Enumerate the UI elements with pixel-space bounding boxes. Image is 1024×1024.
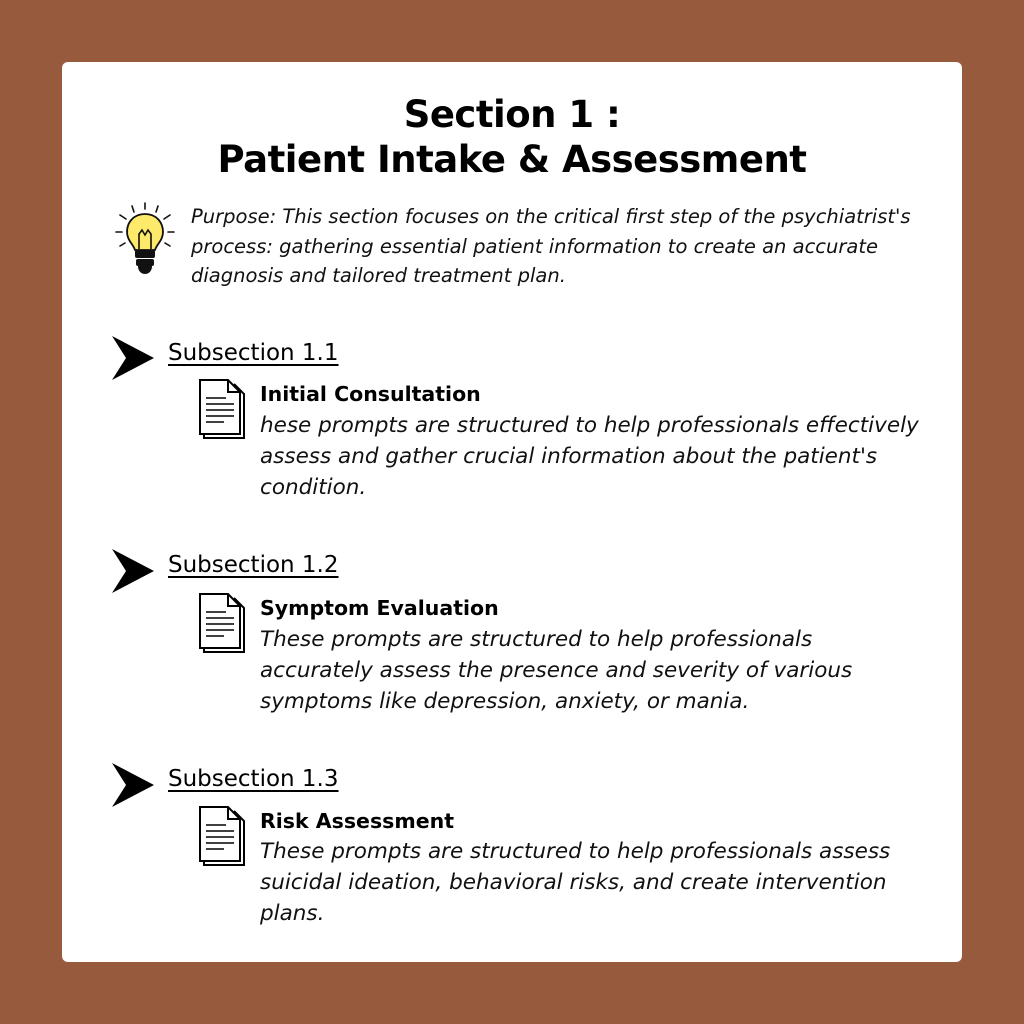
document-icon	[198, 378, 246, 440]
subsection-label-1: Subsection 1.1	[168, 340, 339, 366]
title-line-1: Section 1 :	[403, 93, 621, 136]
page-title	[62, 92, 962, 182]
subsection-description-1: hese prompts are structured to help professionals effectively assess and gather crucial information about the patient's condition.	[260, 413, 919, 500]
purpose-text: Purpose: This section focuses on the critical first step of the psychiatrist's process: gathering essential patient information to create an accurate diagnosis and tailored treatment plan.	[191, 205, 911, 287]
document-icon	[198, 592, 246, 654]
subsection-title-2: Symptom Evaluation	[260, 596, 499, 620]
subsection-title-3: Risk Assessment	[260, 809, 455, 833]
document-icon	[198, 805, 246, 867]
subsection-description-3: These prompts are structured to help professionals assess suicidal ideation, behavioral risks, and create intervention plans.	[260, 839, 891, 926]
subsection-description-2: These prompts are structured to help professionals accurately assess the presence and severity of various symptoms like depression, anxiety, or mania.	[260, 627, 853, 714]
subsection-label-3: Subsection 1.3	[168, 766, 339, 792]
subsection-label-2: Subsection 1.2	[168, 552, 339, 578]
arrow-icon	[112, 336, 154, 380]
arrow-icon	[112, 763, 154, 807]
subsection-title-1: Initial Consultation	[260, 382, 481, 406]
title-line-2: Patient Intake & Assessment	[217, 138, 807, 181]
content-card	[62, 62, 962, 962]
lightbulb-icon	[112, 202, 182, 280]
arrow-icon	[112, 549, 154, 593]
